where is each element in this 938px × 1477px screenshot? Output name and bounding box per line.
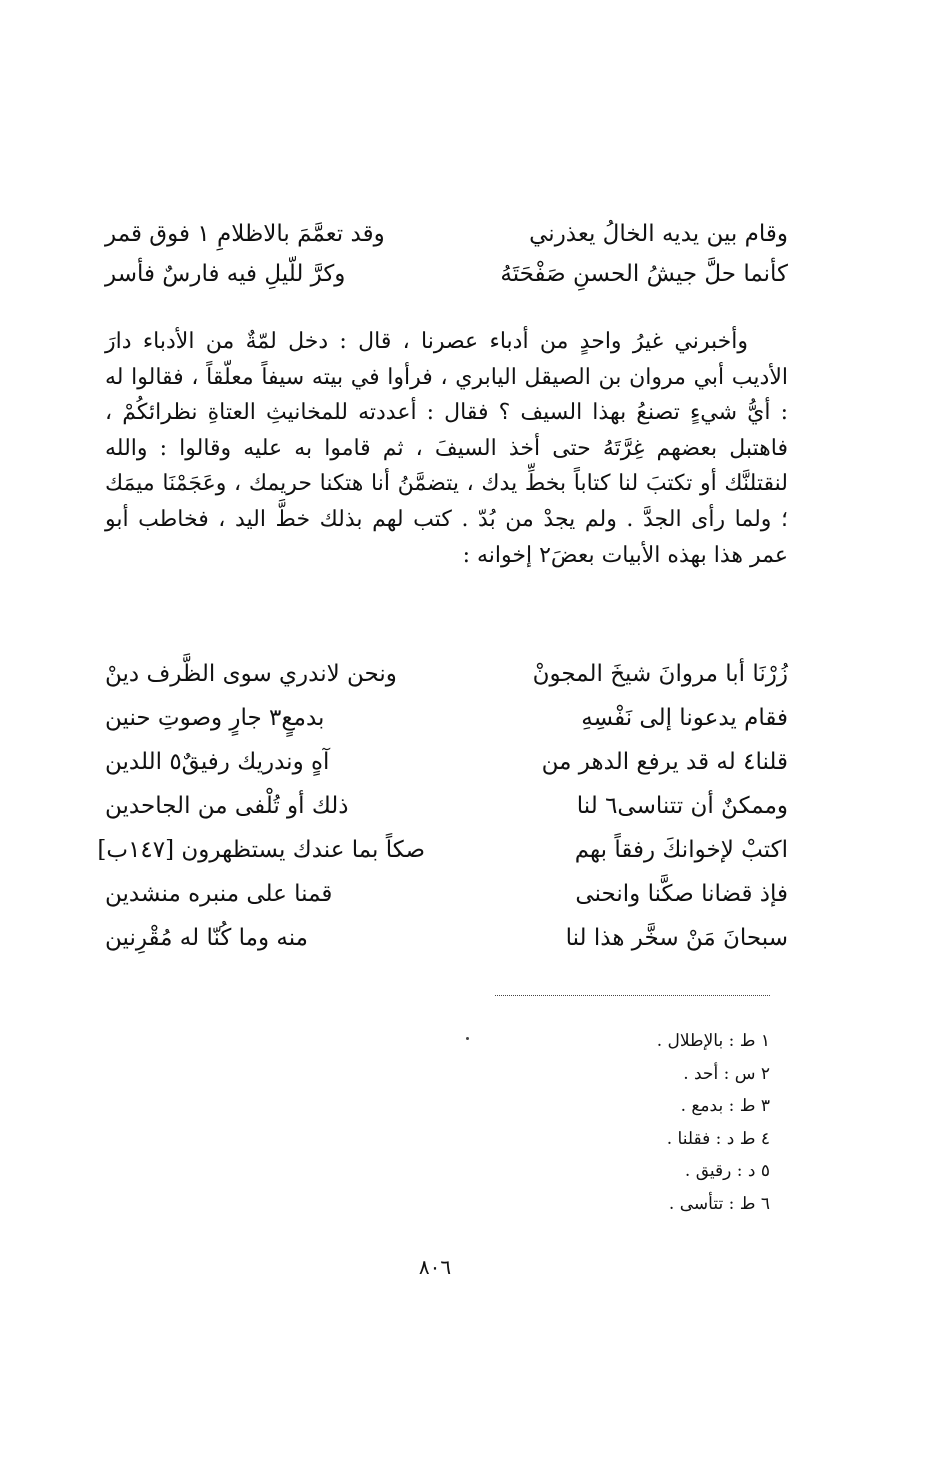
footnote-5: ٥ د : رقيق . bbox=[684, 1161, 770, 1181]
page-number: ٨٠٦ bbox=[418, 1255, 452, 1279]
hemistich-second: ونحن لاندري سوى الظَّرف دينْ bbox=[105, 661, 397, 687]
poem-verse-1 bbox=[105, 656, 788, 693]
hemistich-first: فقام يدعونا إلى نَفْسِهِ bbox=[581, 705, 788, 731]
footnotes bbox=[470, 1025, 770, 1220]
poem-verse-2 bbox=[105, 700, 788, 737]
hemistich-first: سبحانَ مَنْ سخَّر هذا لنا bbox=[565, 925, 788, 951]
footnote-6: ٦ ط : تتأسى . bbox=[668, 1193, 770, 1214]
prose-paragraph bbox=[105, 324, 788, 573]
hemistich-first: وقام بين يديه الخالُ يعذرني bbox=[529, 221, 788, 247]
hemistich-first: وممكنٌ أن تتناسى٦ لنا bbox=[576, 793, 788, 819]
hemistich-second: قمنا على منبره منشدين bbox=[105, 881, 333, 907]
hemistich-second: وقد تعمَّمَ بالاظلامِ ١ فوق قمر bbox=[105, 221, 385, 247]
footnote-2: ٢ س : أحد . bbox=[683, 1063, 770, 1084]
hemistich-second: وكرَّ للّيلِ فيه فارسٌ فأسر bbox=[105, 261, 346, 287]
margin-dot bbox=[466, 1037, 469, 1040]
top-verse-2 bbox=[105, 256, 788, 293]
hemistich-first: زُرْنَا أبا مروانَ شيخَ المجونْ bbox=[532, 661, 788, 687]
top-verse-1 bbox=[105, 216, 788, 253]
footnote-3: ٣ ط : بدمع . bbox=[680, 1096, 770, 1116]
hemistich-first: فإذ قضانا صكَّنا وانحنى bbox=[575, 881, 788, 907]
poem-verse-5 bbox=[97, 832, 788, 869]
footnote-4: ٤ ط د : فقلنا . bbox=[666, 1128, 770, 1149]
footnote-divider bbox=[495, 995, 770, 996]
hemistich-first: كأنما حلَّ جيشُ الحسنِ صَفْحَتَهُ bbox=[500, 261, 788, 287]
hemistich-first: اكتبْ لإخوانكَ رفقاً بهم bbox=[574, 837, 788, 863]
hemistich-second: آهٍ وندريك رفيقٌ٥ اللدين bbox=[105, 749, 330, 775]
hemistich-second: صكاً بما عندك يستظهرون [١٤٧ب] bbox=[97, 837, 425, 863]
poem-verse-4 bbox=[105, 788, 788, 825]
poem-verse-7 bbox=[105, 920, 788, 957]
poem-verse-6 bbox=[105, 876, 788, 913]
hemistich-second: بدمعٍ٣ جارٍ وصوتِ حنين bbox=[105, 705, 325, 731]
hemistich-second: منه وما كُنّا له مُقْرِنين bbox=[105, 925, 309, 951]
footnote-1: ١ ط : بالإطلال . bbox=[656, 1031, 770, 1051]
hemistich-first: قلنا٤ له قد يرفع الدهر من bbox=[541, 749, 788, 775]
prose-text: وأخبرني غيرُ واحدٍ من أدباء عصرنا ، قال : دخل لمّةٌ من الأدباء دارَ الأديب أبي مروان بن الصيقل اليابري ، فرأوا في بيته سيفاً معلّقاً ، فقالوا له : أيُّ شيءٍ تصنعُ بهذا السيف ؟ فقال : أعددته للمخانيثِ العتاةِ نظرائكُمْ ، فاهتبل بعضهم غِرَّتَهُ حتى أخذ السيفَ ، ثم قاموا به عليه وقالوا : والله لنقتلنَّك أو تكتبَ لنا كتاباً بخطِّ يدك ، يتضمَّنُ أنا هتكنا حريمك ، وعَجَمْنَا ميمَك ؛ ولما رأى الجدَّ . ولم يجدْ من بُدّ . كتب لهم بذلك خطَّ اليد ، فخاطب أبو عمر هذا بهذه الأبيات بعضَ٢ إخوانه : bbox=[105, 329, 788, 568]
hemistich-second: ذلك أو تُلْفى من الجاحدين bbox=[105, 793, 349, 819]
poem-verse-3 bbox=[105, 744, 788, 781]
